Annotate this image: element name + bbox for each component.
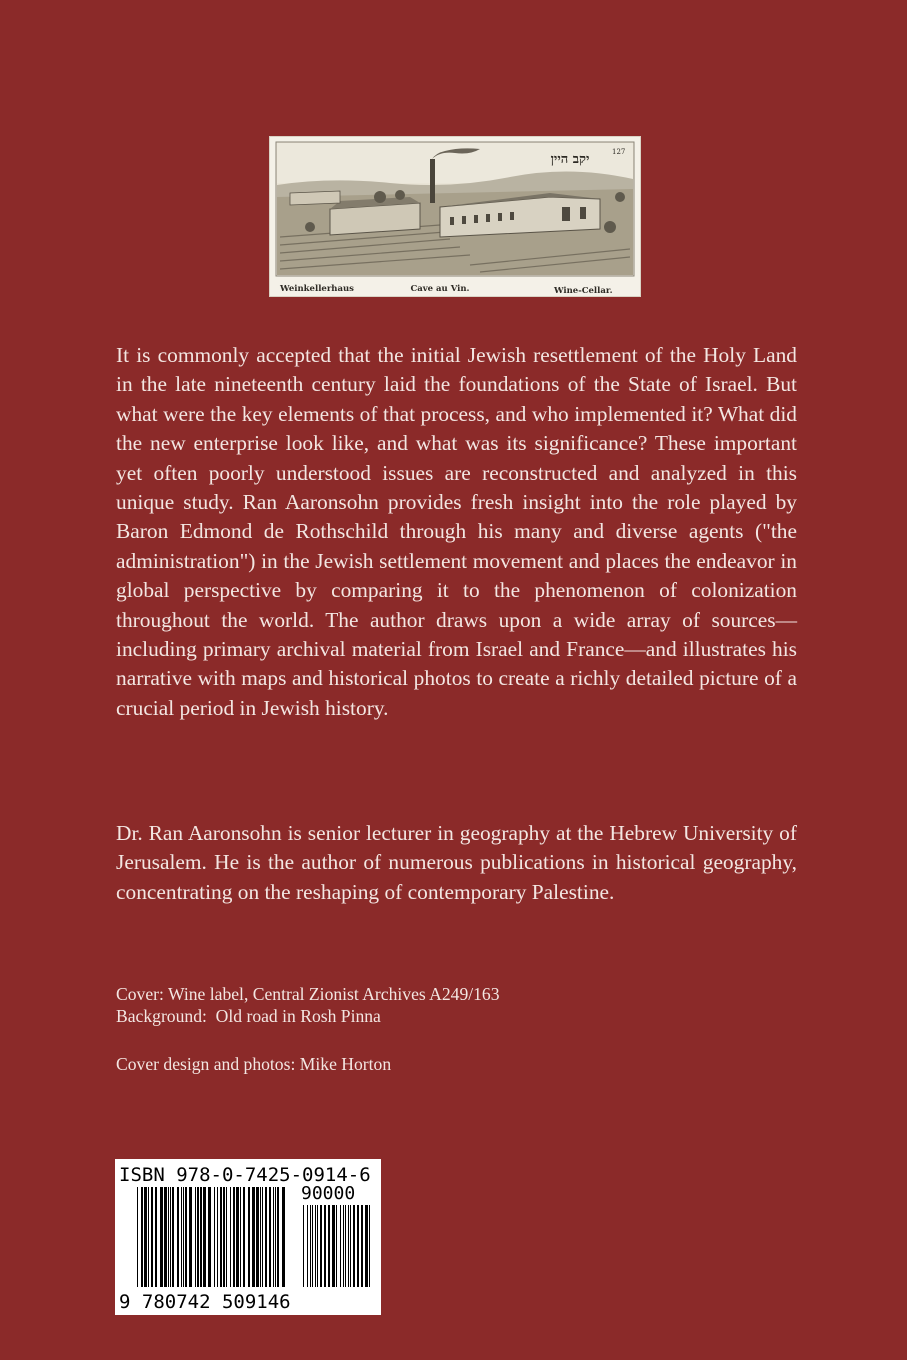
barcode-bar bbox=[320, 1205, 322, 1287]
label-hebrew-title: יקב היין bbox=[550, 152, 590, 167]
addon-bars bbox=[303, 1205, 370, 1287]
barcode-bar bbox=[307, 1205, 308, 1287]
barcode-bar bbox=[233, 1187, 235, 1287]
label-number: 127 bbox=[612, 148, 626, 156]
barcode-bar bbox=[172, 1187, 174, 1287]
barcode-bar bbox=[185, 1187, 187, 1287]
price-code: 90000 bbox=[301, 1183, 356, 1204]
winery-illustration bbox=[270, 137, 640, 296]
barcode-bar bbox=[365, 1205, 368, 1287]
barcode-bar bbox=[315, 1205, 316, 1287]
isbn-barcode bbox=[115, 1159, 381, 1315]
barcode-bar bbox=[336, 1205, 337, 1287]
barcode-bar bbox=[170, 1187, 171, 1287]
book-description: It is commonly accepted that the initial Jewish resettlement of the Holy Land in the late nineteenth century laid the foundations of the State of Israel. But what were the key elements of that process, and who implemented it? What did the new enterprise look like, and what was its significance? These important yet often poorly understood issues are reconstructed and analyzed in this unique study. Ran Aaronsohn provides fresh insight into the role played by Baron Edmond de Rothschild through his many and diverse agents ("the administration") in the Jewish settlement movement and places the endeavor in global perspective by comparing it to the phenomenon of colonization throughout the world. The author draws upon a wide array of sources—including primary archival material from Israel and France—and illustrates his narrative with maps and historical photos to create a richly detailed picture of a crucial period in Jewish history. bbox=[116, 343, 797, 720]
barcode-bar bbox=[324, 1205, 326, 1287]
barcode-bar bbox=[181, 1187, 182, 1287]
barcode-bar bbox=[189, 1187, 192, 1287]
barcode-bar bbox=[350, 1205, 351, 1287]
barcode-bar bbox=[137, 1187, 138, 1287]
barcode-bar bbox=[236, 1187, 239, 1287]
cover-credit: Cover: Wine label, Central Zionist Archives A249/163 bbox=[116, 984, 500, 1004]
barcode-bar bbox=[200, 1187, 202, 1287]
barcode-bar bbox=[361, 1205, 363, 1287]
barcode-bar bbox=[151, 1187, 153, 1287]
barcode-bar bbox=[223, 1187, 225, 1287]
barcode-bar bbox=[240, 1187, 241, 1287]
caption-german: Weinkellerhaus bbox=[280, 284, 354, 294]
barcode-bar bbox=[160, 1187, 163, 1287]
barcode-bar bbox=[343, 1205, 344, 1287]
barcode-bar bbox=[353, 1205, 355, 1287]
design-credit: Cover design and photos: Mike Horton bbox=[116, 1054, 392, 1074]
barcode-bar bbox=[357, 1205, 359, 1287]
barcode-bar bbox=[252, 1187, 255, 1287]
barcode-bar bbox=[340, 1205, 341, 1287]
ean-bars bbox=[137, 1187, 285, 1287]
barcode-bar bbox=[275, 1187, 276, 1287]
barcode-bar bbox=[168, 1187, 169, 1287]
caption-english: Wine-Cellar. bbox=[554, 286, 613, 296]
barcode-bar bbox=[332, 1205, 335, 1287]
barcode-bar bbox=[155, 1187, 157, 1287]
barcode-bar bbox=[262, 1187, 263, 1287]
barcode-bar bbox=[303, 1205, 304, 1287]
barcode-bar bbox=[220, 1187, 222, 1287]
barcode-bar bbox=[226, 1187, 227, 1287]
barcode-bar bbox=[269, 1187, 271, 1287]
barcode-bar bbox=[141, 1187, 143, 1287]
isbn-label: ISBN 978-0-7425-0914-6 bbox=[119, 1164, 371, 1186]
barcode-bar bbox=[217, 1187, 218, 1287]
barcode-bar bbox=[317, 1205, 318, 1287]
barcode-bar bbox=[164, 1187, 167, 1287]
ean-digits: 9 780742 509146 bbox=[119, 1291, 291, 1313]
barcode-bar bbox=[282, 1187, 285, 1287]
image-credits bbox=[116, 983, 716, 1027]
author-bio: Dr. Ran Aaronsohn is senior lecturer in geography at the Hebrew University of Jerusalem. He is the author of numerous publications in historical geography, concentrating on the reshaping of contemporary Palestine. bbox=[116, 821, 797, 904]
barcode-bar bbox=[277, 1187, 279, 1287]
caption-french: Cave au Vin. bbox=[410, 284, 470, 294]
barcode-bar bbox=[148, 1187, 149, 1287]
barcode-bar bbox=[243, 1187, 245, 1287]
barcode-bar bbox=[345, 1205, 346, 1287]
barcode-bar bbox=[144, 1187, 147, 1287]
barcode-bar bbox=[248, 1187, 250, 1287]
barcode-bar bbox=[348, 1205, 349, 1287]
wine-label-image bbox=[269, 136, 641, 297]
barcode-bar bbox=[177, 1187, 179, 1287]
barcode-bar bbox=[312, 1205, 313, 1287]
barcode-bar bbox=[197, 1187, 199, 1287]
barcode-bar bbox=[256, 1187, 259, 1287]
barcode-bar bbox=[310, 1205, 311, 1287]
barcode-bar bbox=[260, 1187, 261, 1287]
barcode-bar bbox=[208, 1187, 211, 1287]
background-credit: Background: Old road in Rosh Pinna bbox=[116, 1006, 381, 1026]
barcode-bar bbox=[195, 1187, 196, 1287]
barcode-bar bbox=[265, 1187, 267, 1287]
barcode-bar bbox=[273, 1187, 274, 1287]
barcode-bar bbox=[214, 1187, 215, 1287]
barcode-bar bbox=[203, 1187, 206, 1287]
barcode-bar bbox=[230, 1187, 231, 1287]
barcode-bar bbox=[328, 1205, 330, 1287]
barcode-bar bbox=[369, 1205, 370, 1287]
barcode-bar bbox=[183, 1187, 184, 1287]
